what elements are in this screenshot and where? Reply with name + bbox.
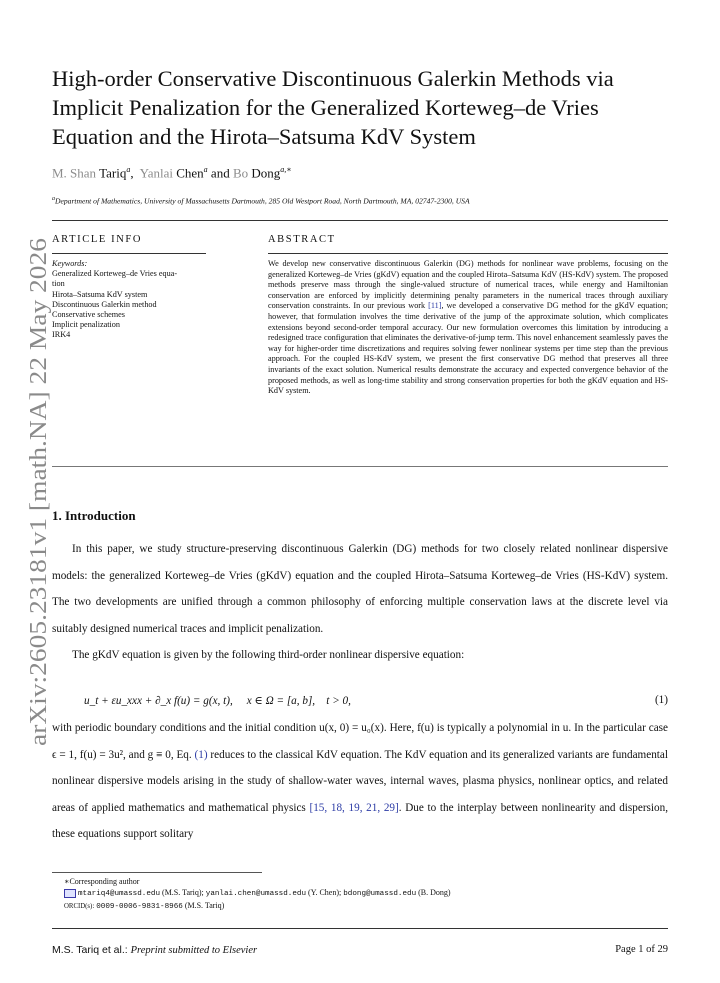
footnote-rule <box>52 872 262 873</box>
abstract-heading: ABSTRACT <box>268 234 336 245</box>
page-number: Page 1 of 29 <box>615 944 668 955</box>
author-last-name: Dong <box>251 165 281 181</box>
footer-left <box>52 944 257 956</box>
keywords-block <box>52 259 222 341</box>
paragraph-part: reduces to the classical KdV equation. The KdV equation and its generalized variants are fundamental nonlinear dispersive models arising in the study of shallow-water waves, internal waves, plasma physics, nonlinear optics, and related areas of applied mathematics and mathematical physics <box>52 748 668 814</box>
affiliation-sup: a <box>52 196 55 202</box>
paragraph-part: with periodic boundary conditions and the initial condition u(x, 0) = u₀(x). Here, f(u) is typically a polynomial in u. In the particular case ϵ = 1, f(u) = 3u², and g ≡ 0, Eq. <box>52 722 668 761</box>
divider <box>52 253 206 254</box>
email-link[interactable]: bdong@umassd.edu <box>343 890 417 898</box>
author-first-name: Bo <box>232 165 249 181</box>
abstract-part: , we developed a conservative DG method for the gKdV equation; however, that formulation involves the time derivative of the jump of the approximate solution, which complicates extensions beyond second-order temporal accuracy. Our new formulation overcomes this limitation by introducing a redesigned trace configuration that eliminates the derivative-of-jump term. This novel enhancement seamlessly paves the way for higher-order time discretizations and requires solving fewer nonlinear systems per time step than the previous approach. For the coupled HS-KdV system, we present the first conservative DG method that preserves all three invariants of the exact solution. Numerical results demonstrate the accuracy and expected convergence behavior of the proposed methods, as well as long-time stability and strong conservation properties for both the gKdV equation and HS-KdV system. <box>268 301 668 396</box>
email-owner: (M.S. Tariq); <box>160 888 206 897</box>
author-last-name: Tariq <box>99 165 127 181</box>
author-last-name: Chen <box>176 165 204 181</box>
orcid-line <box>64 900 451 913</box>
email-link[interactable]: yanlai.chen@umassd.edu <box>205 890 307 898</box>
keyword: Hirota–Satsuma KdV system <box>52 289 148 299</box>
orcid-label: ORCID(s): <box>64 903 95 910</box>
intro-paragraphs <box>52 536 668 669</box>
affiliation <box>52 196 672 206</box>
email-link[interactable]: mtariq4@umassd.edu <box>78 890 161 898</box>
envelope-icon <box>64 889 76 898</box>
author-first-name: Yanlai <box>139 165 173 181</box>
email-line <box>64 887 451 900</box>
author-first-name: M. Shan <box>52 165 97 181</box>
keywords-label: Keywords: <box>52 259 88 268</box>
author-list: M. Shan Tariq$^a$, Yanlai Chen$^a$ and Bo Dong$^{a,∗}$ <box>52 165 292 181</box>
article-info-heading: ARTICLE INFO <box>52 234 143 245</box>
paper-title <box>52 64 672 151</box>
paragraph-part: . Due to the interplay between nonlinearity and dispersion, these equations support solitary <box>52 801 668 840</box>
affiliation-text: Department of Mathematics, University of Massachusetts Dartmouth, 285 Old Westport Road, North Dartmouth, MA, 02747-2300, USA <box>55 196 470 206</box>
equation: u_t + εu_xxx + ∂_x f(u) = g(x, t), x ∈ Ω = [a, b], t > 0, <box>84 695 351 707</box>
orcid-owner: (M.S. Tariq) <box>182 901 225 910</box>
divider <box>268 253 668 254</box>
orcid-id[interactable]: 0009-0006-9831-8966 <box>96 903 183 911</box>
keyword: Discontinuous Galerkin method <box>52 299 157 309</box>
paragraph <box>52 715 668 848</box>
author-sup: a <box>126 165 131 174</box>
abstract-part: We develop new conservative discontinuous Galerkin (DG) methods for nonlinear wave problems, focusing on the generalized Korteweg–de Vries (gKdV) equation and the coupled Hirota–Satsuma KdV (HS-KdV) system. The proposed methods preserve mass through the single-valued structure of numerical traces, while energy and Hamiltonian conservation are enforced by implicitly determining penalty parameters in the numerical traces through auxiliary conservation constraints. In our previous work <box>268 259 668 311</box>
citation-link[interactable]: [11] <box>428 301 442 311</box>
author-and: and <box>210 165 230 181</box>
keyword: Implicit penalization <box>52 320 120 330</box>
abstract-text <box>268 259 668 397</box>
keyword: IRK4 <box>52 330 71 340</box>
keyword: tion <box>52 279 65 289</box>
keyword: Conservative schemes <box>52 310 125 320</box>
footnote <box>64 876 451 913</box>
email-owner: (B. Dong) <box>416 888 451 897</box>
arxiv-stamp-text: arXiv:2605.23181v1 [math.NA] 22 May 2026 <box>26 302 52 746</box>
paragraph: In this paper, we study structure-preserving discontinuous Galerkin (DG) methods for two closely related nonlinear dispersive models: the generalized Korteweg–de Vries (gKdV) equation and the coupled Hirota–Satsuma Korteweg–de Vries (HS-KdV) system. The two developments are unified through a common philosophy of enforcing multiple conservation laws at the discrete level via suitably designed numerical traces and implicit penalization. <box>52 543 668 635</box>
title-line: High-order Conservative Discontinuous Galerkin Methods via <box>52 66 614 91</box>
title-line: Implicit Penalization for the Generalized Korteweg–de Vries <box>52 95 599 120</box>
title-line: Equation and the Hirota–Satsuma KdV System <box>52 124 476 149</box>
email-owner: (Y. Chen); <box>306 888 344 897</box>
section-heading: 1. Introduction <box>52 508 136 523</box>
equation-ref-link[interactable]: (1) <box>194 748 208 761</box>
keyword: Generalized Korteweg–de Vries equa- <box>52 269 178 279</box>
equation-number: (1) <box>654 694 668 706</box>
divider <box>52 466 668 467</box>
divider <box>52 220 668 221</box>
paragraph: The gKdV equation is given by the following third-order nonlinear dispersive equation: <box>72 649 465 661</box>
intro-paragraph-continued <box>52 715 668 848</box>
corresponding-author-note: ∗Corresponding author <box>64 877 140 886</box>
citation-link[interactable]: [15, 18, 19, 21, 29] <box>309 801 399 814</box>
footer-note: Preprint submitted to Elsevier <box>130 945 258 956</box>
footer-authors: M.S. Tariq et al.: <box>52 944 128 956</box>
author-sup: a,∗ <box>280 165 292 174</box>
author-sup: a <box>203 165 208 174</box>
footer-rule <box>52 928 668 929</box>
